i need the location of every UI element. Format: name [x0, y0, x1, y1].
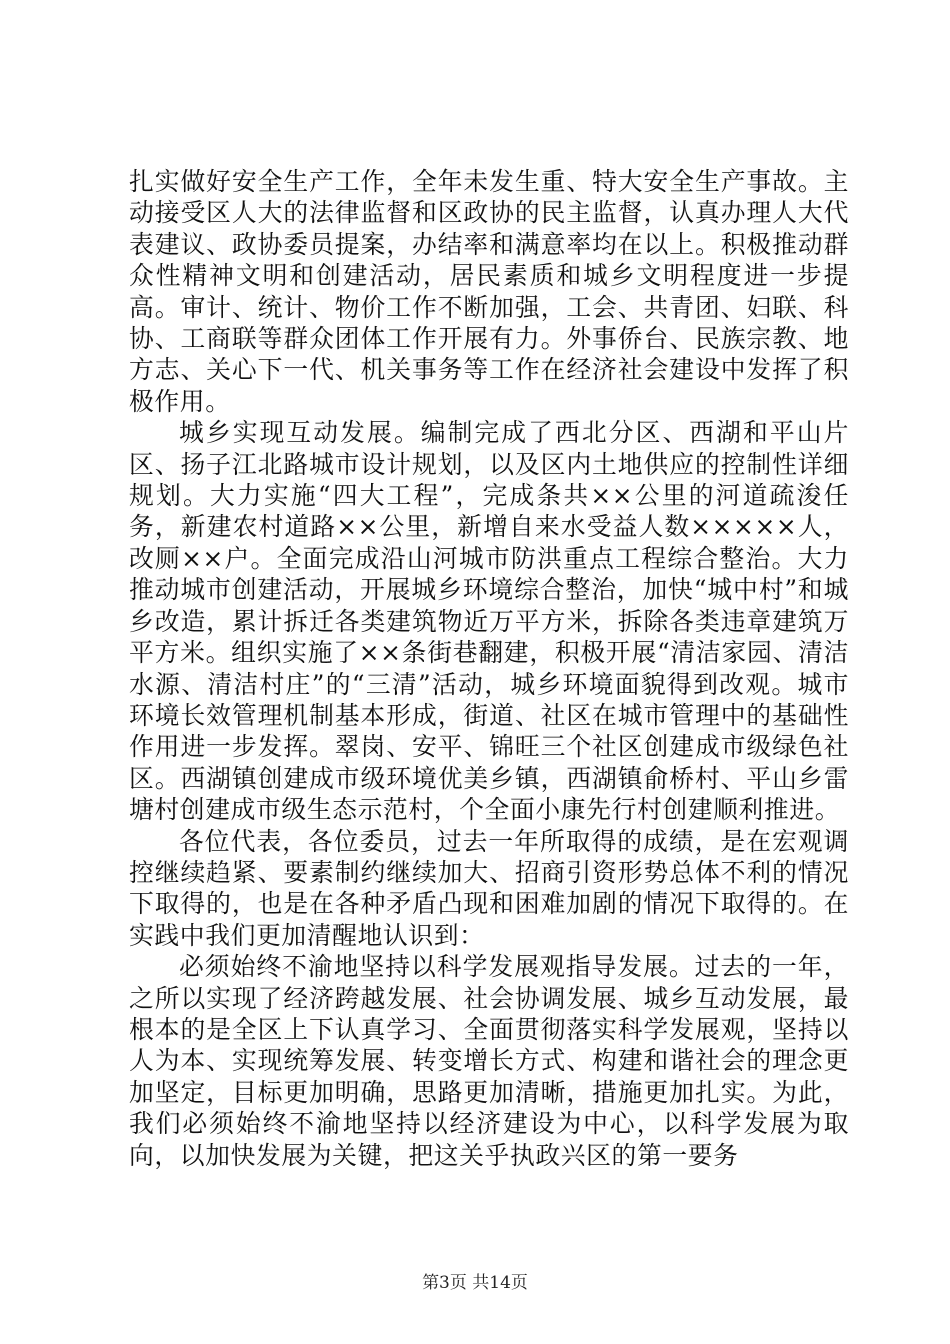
paragraph-achievements-context: 各位代表，各位委员，过去一年所取得的成绩，是在宏观调控继续趋紧、要素制约继续加大、招商引资形势总体不利的情况下取得的，也是在各种矛盾凸现和困难加剧的情况下取得的。在实践中我们更加清醒地认识到： [129, 826, 849, 950]
document-body [129, 166, 849, 1171]
paragraph-safety-supervision: 扎实做好安全生产工作，全年未发生重、特大安全生产事故。主动接受区人大的法律监督和区政协的民主监督，认真办理人大代表建议、政协委员提案，办结率和满意率均在以上。积极推动群众性精神文明和创建活动，居民素质和城乡文明程度进一步提高。审计、统计、物价工作不断加强，工会、共青团、妇联、科协、工商联等群众团体工作开展有力。外事侨台、民族宗教、地方志、关心下一代、机关事务等工作在经济社会建设中发挥了积极作用。 [129, 167, 849, 416]
page-footer: 第3页 共14页 [422, 1273, 528, 1293]
paragraph-urban-rural-development: 城乡实现互动发展。编制完成了西北分区、西湖和平山片区、扬子江北路城市设计规划，以及区内土地供应的控制性详细规划。大力实施“四大工程”，完成条共××公里的河道疏浚任务，新建农村道路××公里，新增自来水受益人数×××××人，改厕××户。全面完成沿山河城市防洪重点工程综合整治。大力推动城市创建活动，开展城乡环境综合整治，加快“城中村”和城乡改造，累计拆迁各类建筑物近万平方米，拆除各类违章建筑万平方米。组织实施了××条街巷翻建，积极开展“清洁家园、清洁水源、清洁村庄”的“三清”活动，城乡环境面貌得到改观。城市环境长效管理机制基本形成，街道、社区在城市管理中的基础性作用进一步发挥。翠岗、安平、锦旺三个社区创建成市级绿色社区。西湖镇创建成市级环境优美乡镇，西湖镇俞桥村、平山乡雷塘村创建成市级生态示范村，个全面小康先行村创建顺利推进。 [129, 418, 849, 825]
paragraph-scientific-development: 必须始终不渝地坚持以科学发展观指导发展。过去的一年，之所以实现了经济跨越发展、社会协调发展、城乡互动发展，最根本的是全区上下认真学习、全面贯彻落实科学发展观，坚持以人为本、实现统筹发展、转变增长方式、构建和谐社会的理念更加坚定，目标更加明确，思路更加清晰，措施更加扎实。为此，我们必须始终不渝地坚持以经济建设为中心，以科学发展为取向，以加快发展为关键，把这关乎执政兴区的第一要务 [129, 952, 849, 1170]
